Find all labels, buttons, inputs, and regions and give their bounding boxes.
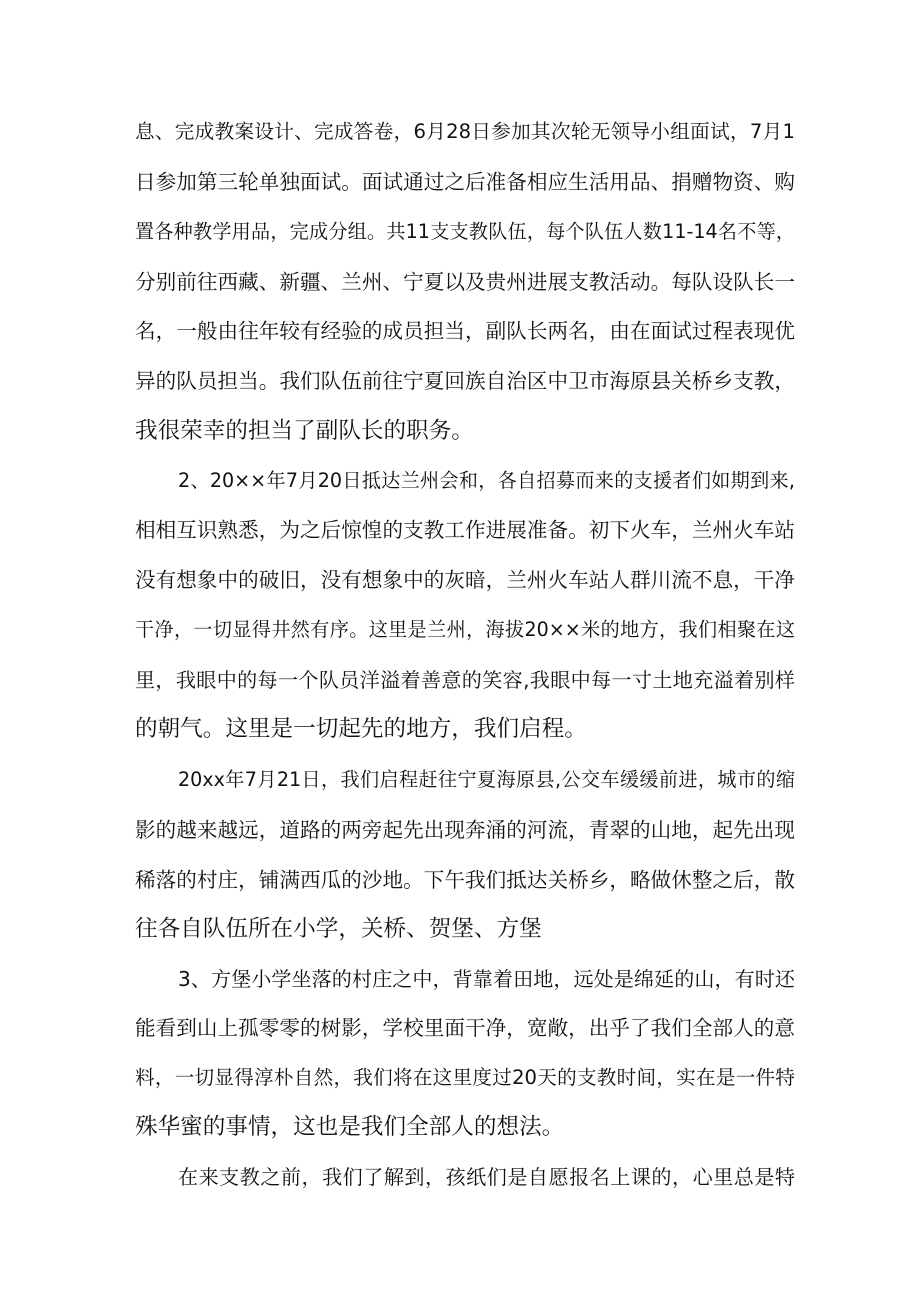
text-line: 稀落的村庄，铺满西瓜的沙地。下午我们抵达关桥乡，略做休整之后，散 bbox=[135, 868, 795, 892]
text-line: 影的越来越远，道路的两旁起先出现奔涌的河流，青翠的山地，起先出现 bbox=[135, 818, 795, 842]
text-line: 殊华蜜的事情，这也是我们全部人的想法。 bbox=[135, 1114, 565, 1140]
text-line: 息、完成教案设计、完成答卷，6月28日参加其次轮无领导小组面试，7月1 bbox=[135, 120, 795, 143]
text-line: 置各种教学用品，完成分组。共11支支教队伍，每个队伍人数11-14名不等， bbox=[135, 220, 795, 243]
text-line: 日参加第三轮单独面试。面试通过之后准备相应生活用品、捐赠物资、购 bbox=[135, 170, 795, 194]
text-line: 的朝气。这里是一切起先的地方，我们启程。 bbox=[135, 716, 587, 742]
text-line: 名，一般由往年较有经验的成员担当，副队长两名，由在面试过程表现优 bbox=[135, 319, 795, 343]
text-line: 能看到山上孤零零的树影，学校里面干净，宽敞，出乎了我们全部人的意 bbox=[135, 1016, 795, 1040]
text-line: 3、方堡小学坐落的村庄之中，背靠着田地，远处是绵延的山，有时还 bbox=[178, 967, 795, 991]
text-line: 里，我眼中的每一个队员洋溢着善意的笑容,我眼中每一寸土地充溢着别样 bbox=[135, 668, 795, 692]
text-line: 往各自队伍所在小学，关桥、贺堡、方堡 bbox=[135, 916, 542, 942]
text-line: 干净，一切显得井然有序。这里是兰州，海拔20××米的地方，我们相聚在这 bbox=[135, 618, 795, 641]
text-line: 没有想象中的破旧，没有想象中的灰暗，兰州火车站人群川流不息，干净 bbox=[135, 568, 795, 592]
text-line: 料，一切显得淳朴自然，我们将在这里度过20天的支教时间，实在是一件特 bbox=[135, 1066, 795, 1089]
text-line: 在来支教之前，我们了解到，孩纸们是自愿报名上课的，心里总是特 bbox=[178, 1165, 795, 1189]
text-line: 相相互识熟悉，为之后惊惶的支教工作进展准备。初下火车，兰州火车站 bbox=[135, 518, 795, 542]
text-line: 分别前往西藏、新疆、兰州、宁夏以及贵州进展支教活动。每队设队长一 bbox=[135, 270, 795, 294]
text-line: 20xx年7月21日，我们启程赶往宁夏海原县,公交车缓缓前进，城市的缩 bbox=[178, 768, 795, 791]
text-line: 异的队员担当。我们队伍前往宁夏回族自治区中卫市海原县关桥乡支教， bbox=[135, 369, 795, 393]
text-line: 2、20××年7月20日抵达兰州会和，各自招募而来的支援者们如期到来, bbox=[178, 469, 795, 492]
text-line: 我很荣幸的担当了副队长的职务。 bbox=[135, 418, 474, 444]
